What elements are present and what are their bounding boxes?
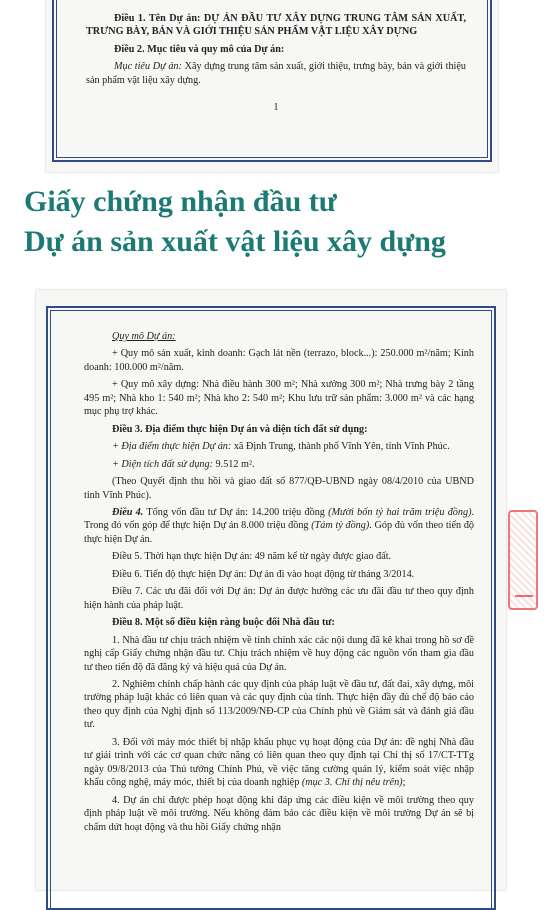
condition-1: 1. Nhà đầu tư chịu trách nhiệm về tính chính xác các nội dung đã kê khai trong hồ sơ đề nghị cấp Giấy chứng nhận đầu tư. Chịu trách nhiệm về huy động các nguồn vốn tham gia đầu tư theo tiến độ đã đăng ký và hiệu quả của Dự án. <box>84 634 474 673</box>
article-4-label: Điều 4. <box>112 506 144 518</box>
land-decision: (Theo Quyết định thu hồi và giao đất số 877/QĐ-UBND ngày 08/4/2010 của UBND tỉnh Vĩnh Phúc). <box>84 476 474 501</box>
article-7: Điều 7. Các ưu đãi đối với Dự án: Dự án được hưởng các ưu đãi đầu tư theo quy định hiện hành của pháp luật. <box>84 586 474 611</box>
article-4-text: Tổng vốn đầu tư Dự án: 14.200 triệu đồng <box>146 506 325 518</box>
page-2-content <box>84 330 474 834</box>
article-4-text-2: . Trong đó vốn góp để thực hiện Dự án 8.000 triệu đồng <box>84 506 475 532</box>
condition-4: 4. Dự án chỉ được phép hoạt động khi đáp ứng các điều kiện về môi trường theo quy định pháp luật về môi trường. Nếu không đảm bảo các điều kiện về môi trường Dự án sẽ bị chấm dứt hoạt động và thu hồi Giấy chứng nhận <box>84 794 474 833</box>
article-6: Điều 6. Tiến độ thực hiện Dự án: Dự án đi vào hoạt động từ tháng 3/2014. <box>112 568 415 580</box>
caption-overlay <box>24 182 544 262</box>
article-3: Điều 3. Địa điểm thực hiện Dự án và diện tích đất sử dụng: <box>112 423 368 435</box>
article-2 <box>86 43 466 56</box>
condition-3-text: 3. Đối với máy móc thiết bị nhập khẩu phục vụ hoạt động của Dự án: đề nghị Nhà đầu tư giải trình với các cơ quan chức năng có liên quan theo quy định tại Chỉ thị số 17/CT-TTg ngày 09/8/2013 của Thủ tướng Chính Phủ, về việc tăng cường quản lý, kiểm soát việc nhập khẩu công nghệ, máy móc, thiết bị của doanh nghiệp <box>84 736 474 789</box>
article-5: Điều 5. Thời hạn thực hiện Dự án: 49 năm kể từ ngày được giao đất. <box>112 551 392 563</box>
condition-3 <box>84 736 474 790</box>
land-area <box>84 458 474 471</box>
location-text: xã Định Trung, thành phố Vĩnh Yên, tỉnh Vĩnh Phúc. <box>233 441 450 453</box>
article-4-words: (Mười bốn tỷ hai trăm triệu đồng) <box>328 506 472 518</box>
condition-2: 2. Nghiêm chỉnh chấp hành các quy định của pháp luật về đầu tư, đất đai, xây dựng, môi trường pháp luật khác có liên quan và các quy định của tỉnh. Thực hiện đầy đủ chế độ báo cáo theo quy định của Nghị định số 113/2009/NĐ-CP của Chính phủ về Giám sát và đánh giá đầu tư. <box>84 678 474 731</box>
scale-label: Quy mô Dự án: <box>112 331 176 342</box>
article-1: Điều 1. Tên Dự án: DỰ ÁN ĐẦU TƯ XÂY DỰNG TRUNG TÂM SẢN XUẤT, TRƯNG BÀY, BÁN VÀ GIỚI THIỆU SẢN PHẨM VẬT LIỆU XÂY DỰNG <box>86 13 466 38</box>
objective-label: Mục tiêu Dự án: <box>114 61 182 73</box>
page-number: 1 <box>273 102 279 114</box>
article-4-text-3: . Góp đủ vốn theo tiến độ thực hiện Dự án. <box>84 520 475 545</box>
scale-construction: + Quy mô xây dựng: Nhà điều hành 300 m²; Nhà xưởng 300 m²; Nhà trưng bày 2 tầng 495 m²; Nhà kho 1: 540 m²; Nhà kho 2: 540 m²; Khu lưu trữ sản phẩm: 3.000 m² và các hạng mục phụ trợ khác. <box>84 379 474 418</box>
condition-3-end: ; <box>402 777 406 789</box>
article-4 <box>84 506 474 546</box>
article-4-words-2: (Tám tỷ đồng) <box>311 520 370 532</box>
document-page-2 <box>36 290 506 890</box>
page-1-content <box>86 8 466 114</box>
land-area-label: + Diện tích đất sử dụng: <box>112 458 213 470</box>
land-area-text: 9.512 m². <box>215 458 255 470</box>
location-label: + Địa điểm thực hiện Dự án: <box>112 441 232 453</box>
document-page-1 <box>46 0 498 172</box>
article-8: Điều 8. Một số điều kiện ràng buộc đối Nhà đầu tư: <box>112 617 335 629</box>
objective-text: Xây dựng trung tâm sản xuất, giới thiệu, trưng bày, bán và giới thiệu sản phẩm vật liệu xây dựng. <box>86 61 467 86</box>
caption-line-2: Dự án sản xuất vật liệu xây dựng <box>24 225 446 258</box>
red-seal-mark <box>515 585 533 597</box>
article-2-text: Điều 2. Mục tiêu và quy mô của Dự án: <box>114 43 285 55</box>
condition-3-note: (mục 3. Chỉ thị nêu trên) <box>301 777 403 789</box>
objective <box>86 60 466 87</box>
caption-line-1: Giấy chứng nhận đầu tư <box>24 185 337 218</box>
location <box>84 440 474 453</box>
scale-production: + Quy mô sản xuất, kinh doanh: Gạch lát nền (terrazo, block...): 250.000 m²/năm; Kính doanh: 100.000 m²/năm. <box>84 348 474 373</box>
